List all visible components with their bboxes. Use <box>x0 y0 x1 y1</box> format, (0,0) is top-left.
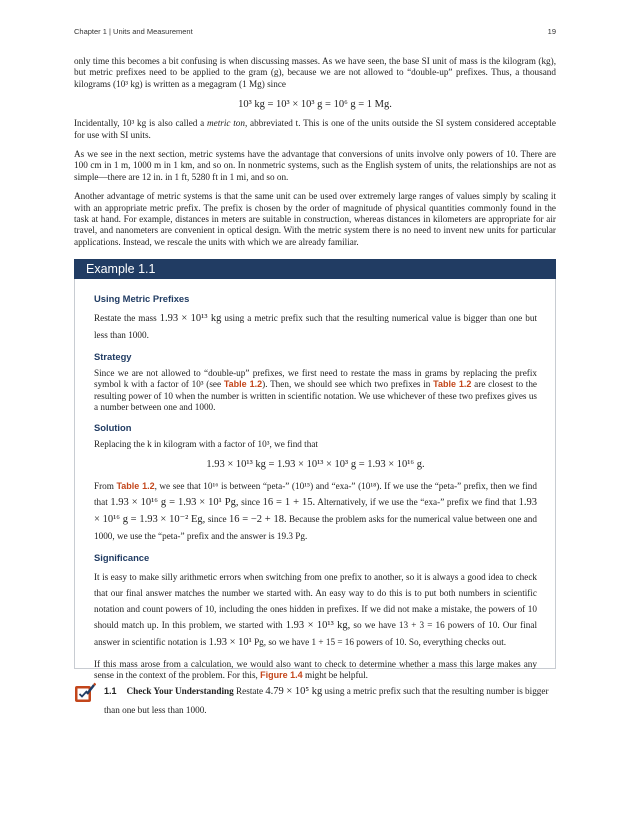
example-body <box>74 279 556 681</box>
math: 1.93 × 10¹ <box>208 637 252 649</box>
equation: 10³ kg = 10³ × 10³ g = 10⁶ g = 1 Mg. <box>238 99 392 111</box>
example-heading: Using Metric Prefixes <box>94 293 190 304</box>
solution-intro: Replacing the k in kilogram with a factor of 10³, we find that <box>94 438 318 449</box>
main-text <box>74 56 556 256</box>
solution-heading: Solution <box>94 421 132 433</box>
math: 4.79 × 10⁵ kg <box>265 686 323 697</box>
paragraph: As we see in the next section, metric systems have the advantage that conversions of units involve only powers of 10. There are 100 cm in 1 m, 1000 m in 1 km, and so on. In nonmetric systems, such as the English system of units, the relationships are not as simple—there are 12 in. in 1 ft, 5280 ft in 1 mi, and so on. <box>74 149 556 182</box>
table-link[interactable]: Table 1.2 <box>433 379 472 390</box>
closing-text: If this mass arose from a calculation, we would also want to check to determine whether a mass this large makes any sense in the context of the problem. For this, Figure 1.4 might be helpful. <box>94 659 537 681</box>
math: 16 = 1 + 15. <box>262 497 316 509</box>
check-title: Check Your Understanding <box>126 686 234 696</box>
math: 16 = −2 + 18. <box>229 514 287 526</box>
math: 1.93 × 10¹³ kg <box>159 313 222 324</box>
chapter-title: Chapter 1 | Units and Measurement <box>74 27 193 36</box>
strategy-text: Since we are not allowed to “double-up” prefixes, we first need to restate the mass in grams by replacing the prefix symbol k with a factor of 10³ (see Table 1.2). Then, we should see which two prefixes in Table 1.2 are closest to the resulting power of 10 when the number is written in scientific notation. We use whichever of these two prefixes gives us a number between one and 1000. <box>94 368 538 413</box>
table-link[interactable]: Table 1.2 <box>116 481 155 492</box>
check-text: 1.1 Check Your Understanding Restate 4.79 × 10⁵ kg using a metric prefix such that the resulting number is bigger than one but less than 1000. <box>104 686 549 715</box>
significance-text: It is easy to make silly arithmetic errors when switching from one prefix to another, so it is always a good idea to check that our final answer matches the number we started with. An easy way to do this is to put both numbers in scientific notation and count powers of 10, including the ones hidden in prefixes. If we did not make a mistake, the powers of 10 should match up. In this problem, we started with 1.93 × 10¹³ kg, so we have 13 + 3 = 16 powers of 10. Our final answer in scientific notation is 1.93 × 10¹ Pg, so we have 1 + 15 = 16 powers of 10. So, everything checks out. <box>94 572 537 649</box>
paragraph: Incidentally, 10³ kg is also called a metric ton, abbreviated t. This is one of the units outside the SI system considered acceptable for use with SI units. <box>74 118 556 140</box>
paragraph: only time this becomes a bit confusing is when discussing masses. As we have seen, the base SI unit of mass is the kilogram (kg), but metric prefixes need to be applied to the gram (g), because we are not allowed to “double-up” prefixes. Thus, a thousand kilograms (10³ kg) is written as a megagram (1 Mg) since <box>74 56 556 89</box>
table-link[interactable]: Table 1.2 <box>223 379 263 390</box>
page-number: 19 <box>547 27 556 36</box>
solution-text: From Table 1.2, we see that 10¹⁶ is between “peta-” (10¹⁵) and “exa-” (10¹⁸). If we use the “peta-” prefix, then we find that 1.93 × 10¹⁶ g = 1.93 × 10¹ Pg, since 16 = 1 + 15. Alternatively, if we use the “exa-” prefix we find that 1.93 × 10¹⁶ g = 1.93 × 10⁻² Eg, since 16 = −2 + 18. Because the problem asks for the numerical value between one and 1000, we use the “peta-” prefix and the answer is 19.3 Pg. <box>94 481 537 542</box>
figure-link[interactable]: Figure 1.4 <box>260 670 303 681</box>
paragraph: Another advantage of metric systems is that the same unit can be used over extremely large ranges of values simply by scaling it with an appropriate metric prefix. The prefix is chosen by the order of magnitude of physical quantities commonly found in the task at hand. For example, distances in meters are suitable in construction, whereas distances in kilometers are appropriate for air travel, and nanometers are convenient in optical design. With the metric system there is no need to invent new units for particular applications. Instead, we rescale the units with which we are already familiar. <box>74 191 556 247</box>
checkbox-pencil-icon <box>74 682 96 704</box>
math: 1.93 × 10¹³ kg, <box>285 620 351 632</box>
exercise-number: 1.1 <box>104 686 117 696</box>
emphasis: metric ton <box>207 118 245 129</box>
math: 1.93 × 10¹⁶ g = 1.93 × 10⁻² Eg, <box>94 497 537 526</box>
math: 1.93 × 10¹⁶ g = 1.93 × 10¹ Pg, <box>110 497 239 509</box>
significance-heading: Significance <box>94 552 150 564</box>
page-header <box>74 27 556 39</box>
strategy-heading: Strategy <box>94 351 132 362</box>
example-title: Example 1.1 <box>74 259 556 279</box>
problem-text: Restate the mass 1.93 × 10¹³ kg using a metric prefix such that the resulting numerical value is bigger than one but less than 1000. <box>94 313 537 340</box>
solution-equation: 1.93 × 10¹³ kg = 1.93 × 10¹³ × 10³ g = 1.93 × 10¹⁶ g. <box>206 459 425 471</box>
example-box <box>74 259 556 681</box>
